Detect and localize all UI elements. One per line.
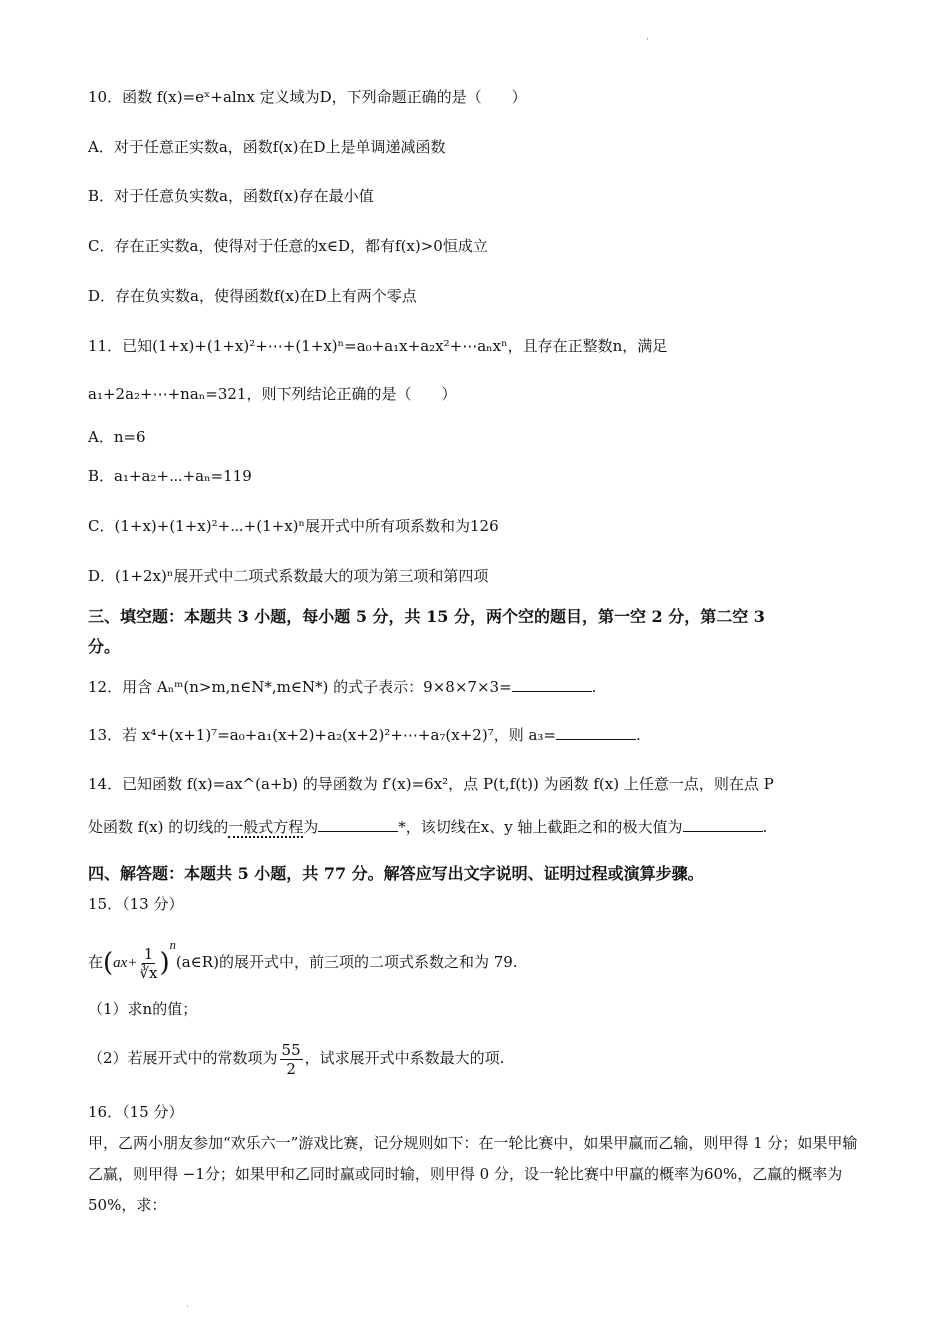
section4-heading: 四、解答题：本题共 5 小题，共 77 分。解答应写出文字说明、证明过程或演算步骤。: [88, 864, 704, 883]
q11-option-c: C．(1+x)+(1+x)²+⋯+(1+x)ⁿ展开式中所有项系数和为126: [88, 517, 499, 535]
q15-stem: [88, 938, 890, 982]
q15-fraction: [139, 945, 157, 982]
q15-exponent: n: [169, 938, 176, 952]
q10-stem: 10．函数 f(x)=eˣ+alnx 定义域为D，下列命题正确的是（ ）: [88, 88, 527, 106]
q14-answer-blank-2[interactable]: [683, 817, 763, 832]
section3-heading-line2: 分。: [88, 637, 121, 656]
page-mark-top: ˈ: [646, 38, 649, 48]
q12: [88, 676, 890, 698]
q10-option-a: A．对于任意正实数a，函数f(x)在D上是单调递减函数: [88, 138, 446, 156]
q15-part2-pre: （2）若展开式中的常数项为: [88, 1049, 278, 1067]
q13-answer-blank[interactable]: [556, 725, 636, 740]
q13-end: .: [636, 726, 641, 744]
q13: [88, 724, 890, 746]
q11-option-d: D．(1+2x)ⁿ展开式中二项式系数最大的项为第三项和第四项: [88, 567, 489, 585]
q15-part2-post: ，试求展开式中系数最大的项.: [304, 1049, 505, 1067]
q14-line1: 14．已知函数 f(x)=ax^(a+b) 的导函数为 f′(x)=6x²，点 P(t,f(t)) 为函数 f(x) 上任意一点，则在点 P: [88, 775, 774, 793]
q15-part2-frac-den: 2: [286, 1059, 296, 1078]
q15-post: 的展开式中，前三项的二项式系数之和为 79.: [218, 953, 518, 971]
q14-end: .: [762, 818, 768, 836]
q14-line2-part2: 为: [303, 818, 319, 836]
q14-answer-blank-1[interactable]: [318, 817, 398, 832]
q15-part2: [88, 1038, 890, 1078]
q12-end: .: [591, 678, 597, 696]
q16-head: 16．（15 分）: [88, 1103, 184, 1121]
q14-emphasis-text: 一般式方程: [228, 818, 304, 836]
q10-option-c: C．存在正实数a，使得对于任意的x∈D，都有f(x)>0恒成立: [88, 237, 488, 255]
q15-part2-fraction: [280, 1041, 303, 1078]
q15-condition: (a∈R): [175, 953, 219, 971]
q15-part1: （1）求n的值；: [88, 1000, 198, 1018]
q14-line2-part3: *，该切线在x、y 轴上截距之和的极大值为: [398, 818, 683, 836]
q10-option-b: B．对于任意负实数a，函数f(x)存在最小值: [88, 187, 374, 205]
q15-paren-close: ): [159, 948, 170, 978]
q16-body: 甲，乙两小朋友参加“欢乐六一”游戏比赛，记分规则如下：在一轮比赛中，如果甲赢而乙输，则甲得 1 分；如果甲输乙赢，则甲得 −1分；如果甲和乙同时赢或同时输，则甲得 0 分，设一轮比赛中甲赢的概率为60%，乙赢的概率为50%，求：: [88, 1134, 858, 1214]
q11-stem-line1: 11．已知(1+x)+(1+x)²+⋯+(1+x)ⁿ=a₀+a₁x+a₂x²+⋯aₙxⁿ，且存在正整数n，满足: [88, 337, 668, 355]
q13-text: 13．若 x⁴+(x+1)⁷=a₀+a₁(x+2)+a₂(x+2)²+⋯+a₇(x+2)⁷，则 a₃=: [88, 726, 556, 744]
q15-part2-frac-num: 55: [281, 1040, 301, 1059]
q11-stem-line2: a₁+2a₂+⋯+naₙ=321，则下列结论正确的是（ ）: [88, 385, 457, 403]
q11-option-a: A．n=6: [88, 428, 146, 446]
section3-heading-line1: 三、填空题：本题共 3 小题，每小题 5 分，共 15 分，两个空的题目，第一空 2 分，第二空 3: [88, 607, 765, 626]
q15-expr-left: ax+: [113, 955, 138, 971]
q15-head: 15．（13 分）: [88, 895, 184, 913]
q14-line2: [88, 816, 890, 838]
q15-paren-open: (: [103, 948, 114, 978]
q15-pre: 在: [88, 953, 104, 971]
q14-line2-part1: 处函数 f(x) 的切线的: [88, 818, 229, 836]
q15-frac-den: ∛x: [139, 963, 158, 982]
page-mark-bottom: ·: [186, 1302, 189, 1312]
q15-frac-num: 1: [143, 944, 154, 963]
q12-answer-blank[interactable]: [512, 677, 592, 692]
q10-option-d: D．存在负实数a，使得函数f(x)在D上有两个零点: [88, 287, 417, 305]
q11-option-b: B．a₁+a₂+⋯+aₙ=119: [88, 467, 252, 485]
q12-text: 12．用含 Aₙᵐ(n>m,n∈N*,m∈N*) 的式子表示：9×8×7×3=: [88, 678, 512, 696]
section3-heading: [88, 602, 870, 662]
